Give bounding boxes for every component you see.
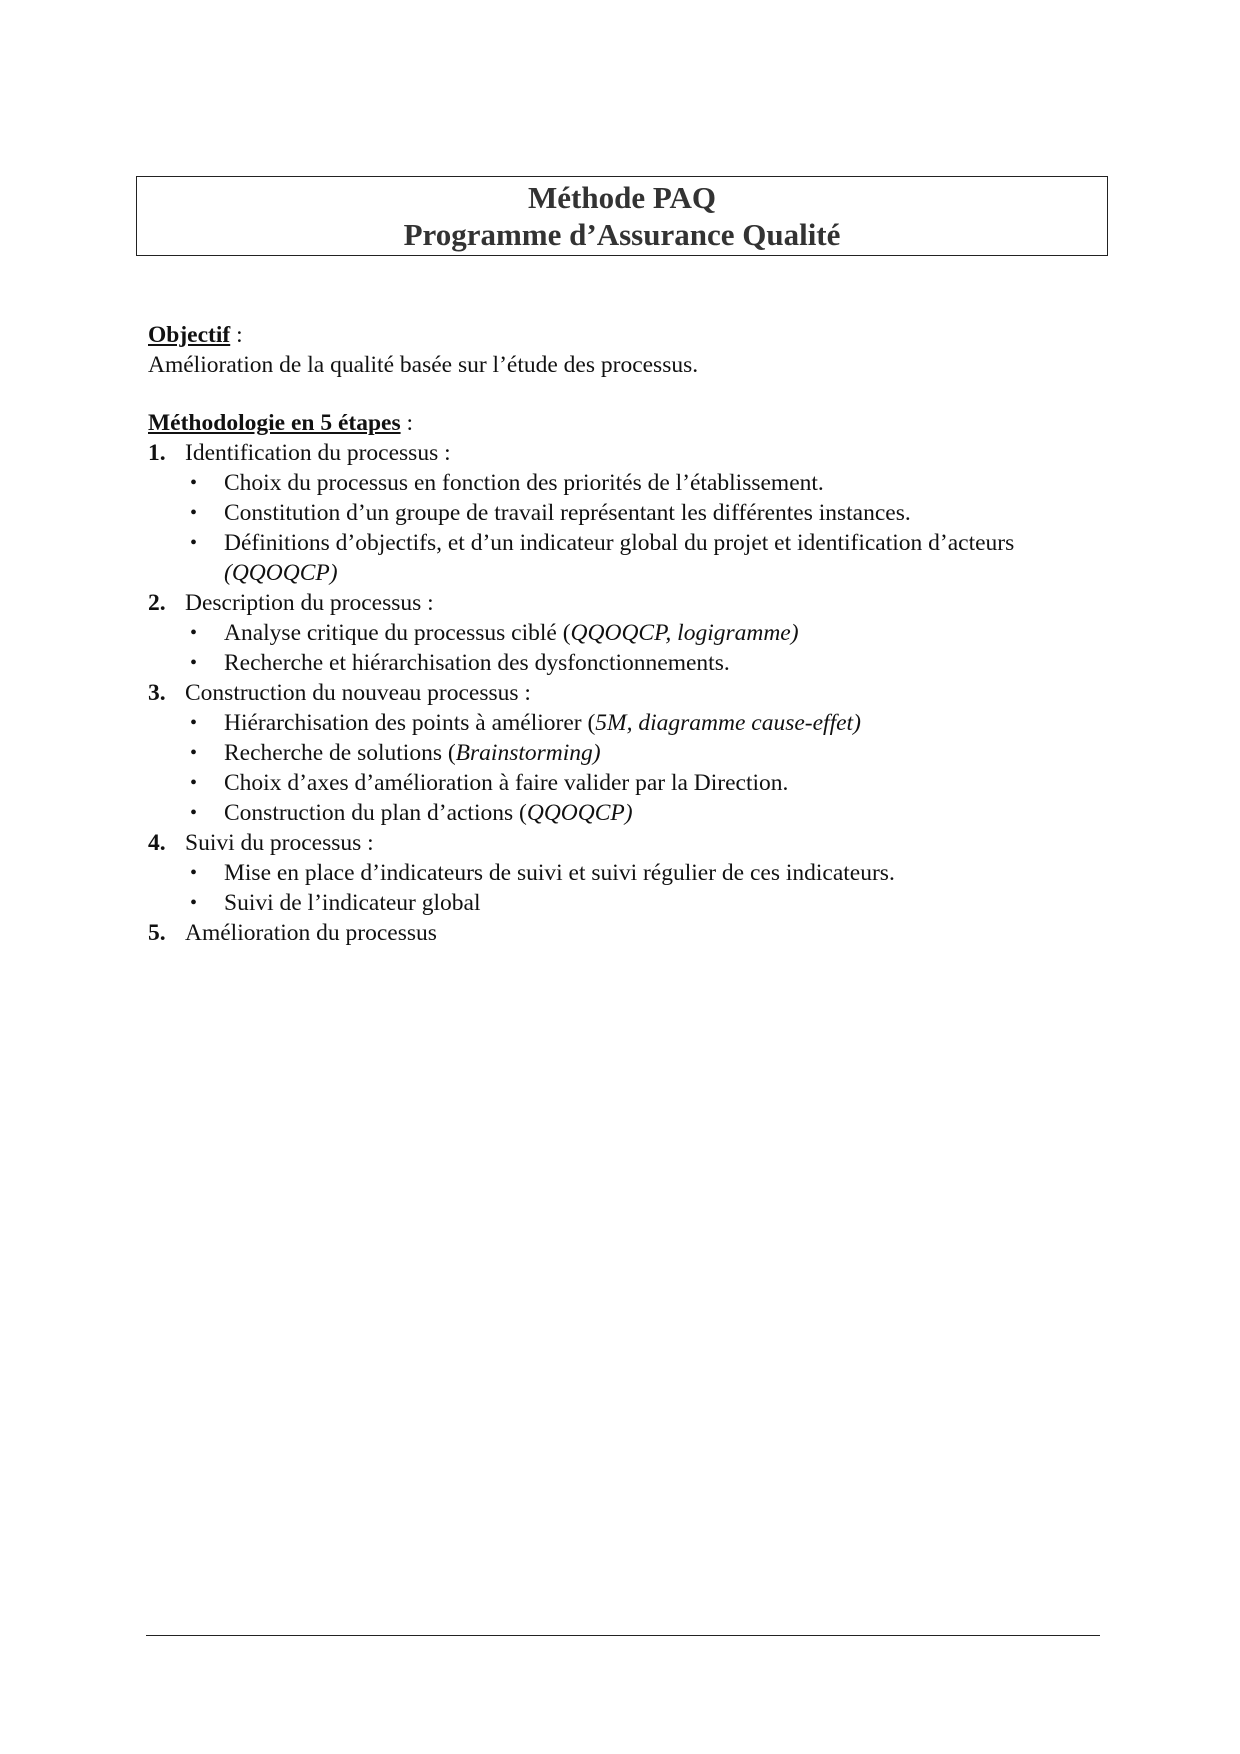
- list-item-bullet: [148, 468, 1088, 498]
- footer-rule: [146, 1635, 1100, 1636]
- step-label: Suivi du processus :: [185, 830, 374, 856]
- bullet-icon: •: [190, 862, 198, 884]
- list-item-step: [148, 588, 1088, 618]
- document-body: [148, 320, 1088, 948]
- bullet-text: [224, 858, 1088, 888]
- bullet-icon: •: [190, 532, 198, 554]
- methodology-heading-line: [148, 408, 1088, 438]
- bullet-text-plain: Choix du processus en fonction des priorités de l’établissement.: [224, 470, 824, 496]
- step-label: Amélioration du processus: [185, 920, 437, 946]
- page-title: Méthode PAQ: [528, 180, 716, 215]
- list-item-bullet: [148, 528, 1088, 588]
- bullet-text-plain: Analyse critique du processus ciblé (: [224, 620, 571, 646]
- bullet-text-plain: Choix d’axes d’amélioration à faire valider par la Direction.: [224, 770, 789, 796]
- bullet-text-plain: Définitions d’objectifs, et d’un indicateur global du projet et identification d’acteurs: [224, 530, 1015, 556]
- bullet-text: [224, 498, 1088, 528]
- bullet-text-italic: 5M, diagramme cause-effet): [595, 710, 861, 736]
- section-gap: [148, 380, 1088, 408]
- step-label: Identification du processus :: [185, 440, 451, 466]
- steps-list: [148, 438, 1088, 948]
- bullet-icon: •: [190, 622, 198, 644]
- list-item-step: [148, 918, 1088, 948]
- bullet-text-plain: Mise en place d’indicateurs de suivi et suivi régulier de ces indicateurs.: [224, 860, 895, 886]
- bullet-icon: •: [190, 652, 198, 674]
- bullet-text: [224, 738, 1088, 768]
- bullet-text-plain: Construction du plan d’actions (: [224, 800, 527, 826]
- bullet-icon: •: [190, 802, 198, 824]
- bullet-text: [224, 768, 1088, 798]
- step-number: 4.: [148, 830, 166, 856]
- list-item-step: [148, 828, 1088, 858]
- bullet-text: [224, 528, 1088, 588]
- bullet-text-plain: Constitution d’un groupe de travail représentant les différentes instances.: [224, 500, 911, 526]
- methodology-heading: Méthodologie en 5 étapes: [148, 410, 401, 436]
- step-number: 5.: [148, 920, 166, 946]
- bullet-text: [224, 798, 1088, 828]
- bullet-icon: •: [190, 712, 198, 734]
- list-item-bullet: [148, 648, 1088, 678]
- objective-heading-line: [148, 320, 1088, 350]
- bullet-text-italic: Brainstorming): [455, 740, 601, 766]
- bullet-icon: •: [190, 892, 198, 914]
- bullet-text-plain: Recherche et hiérarchisation des dysfonctionnements.: [224, 650, 730, 676]
- list-item-step: [148, 438, 1088, 468]
- step-label: Construction du nouveau processus :: [185, 680, 531, 706]
- list-item-bullet: [148, 708, 1088, 738]
- methodology-separator: :: [400, 410, 413, 436]
- step-label: Description du processus :: [185, 590, 434, 616]
- bullet-icon: •: [190, 502, 198, 524]
- page-subtitle: Programme d’Assurance Qualité: [403, 217, 841, 252]
- list-item-bullet: [148, 768, 1088, 798]
- list-item-step: [148, 678, 1088, 708]
- bullet-icon: •: [190, 772, 198, 794]
- title-box: [136, 176, 1108, 256]
- bullet-text: [224, 648, 1088, 678]
- bullet-text: [224, 708, 1088, 738]
- bullet-text-plain: Hiérarchisation des points à améliorer (: [224, 710, 596, 736]
- bullet-icon: •: [190, 742, 198, 764]
- bullet-icon: •: [190, 472, 198, 494]
- bullet-text-italic: QQOQCP): [526, 800, 633, 826]
- objective-separator: :: [230, 322, 243, 348]
- list-item-bullet: [148, 798, 1088, 828]
- list-item-bullet: [148, 498, 1088, 528]
- bullet-text-italic: QQOQCP, logigramme): [570, 620, 799, 646]
- bullet-text-italic: (QQOQCP): [224, 560, 338, 586]
- bullet-text: [224, 468, 1088, 498]
- objective-text: Amélioration de la qualité basée sur l’étude des processus.: [148, 352, 699, 378]
- list-item-bullet: [148, 618, 1088, 648]
- objective-heading: Objectif: [148, 322, 231, 348]
- step-number: 2.: [148, 590, 166, 616]
- list-item-bullet: [148, 738, 1088, 768]
- bullet-text: [224, 888, 1088, 918]
- bullet-text: [224, 618, 1088, 648]
- step-number: 1.: [148, 440, 166, 466]
- list-item-bullet: [148, 888, 1088, 918]
- step-number: 3.: [148, 680, 166, 706]
- bullet-text-plain: Recherche de solutions (: [224, 740, 456, 766]
- list-item-bullet: [148, 858, 1088, 888]
- bullet-text-plain: Suivi de l’indicateur global: [224, 890, 481, 916]
